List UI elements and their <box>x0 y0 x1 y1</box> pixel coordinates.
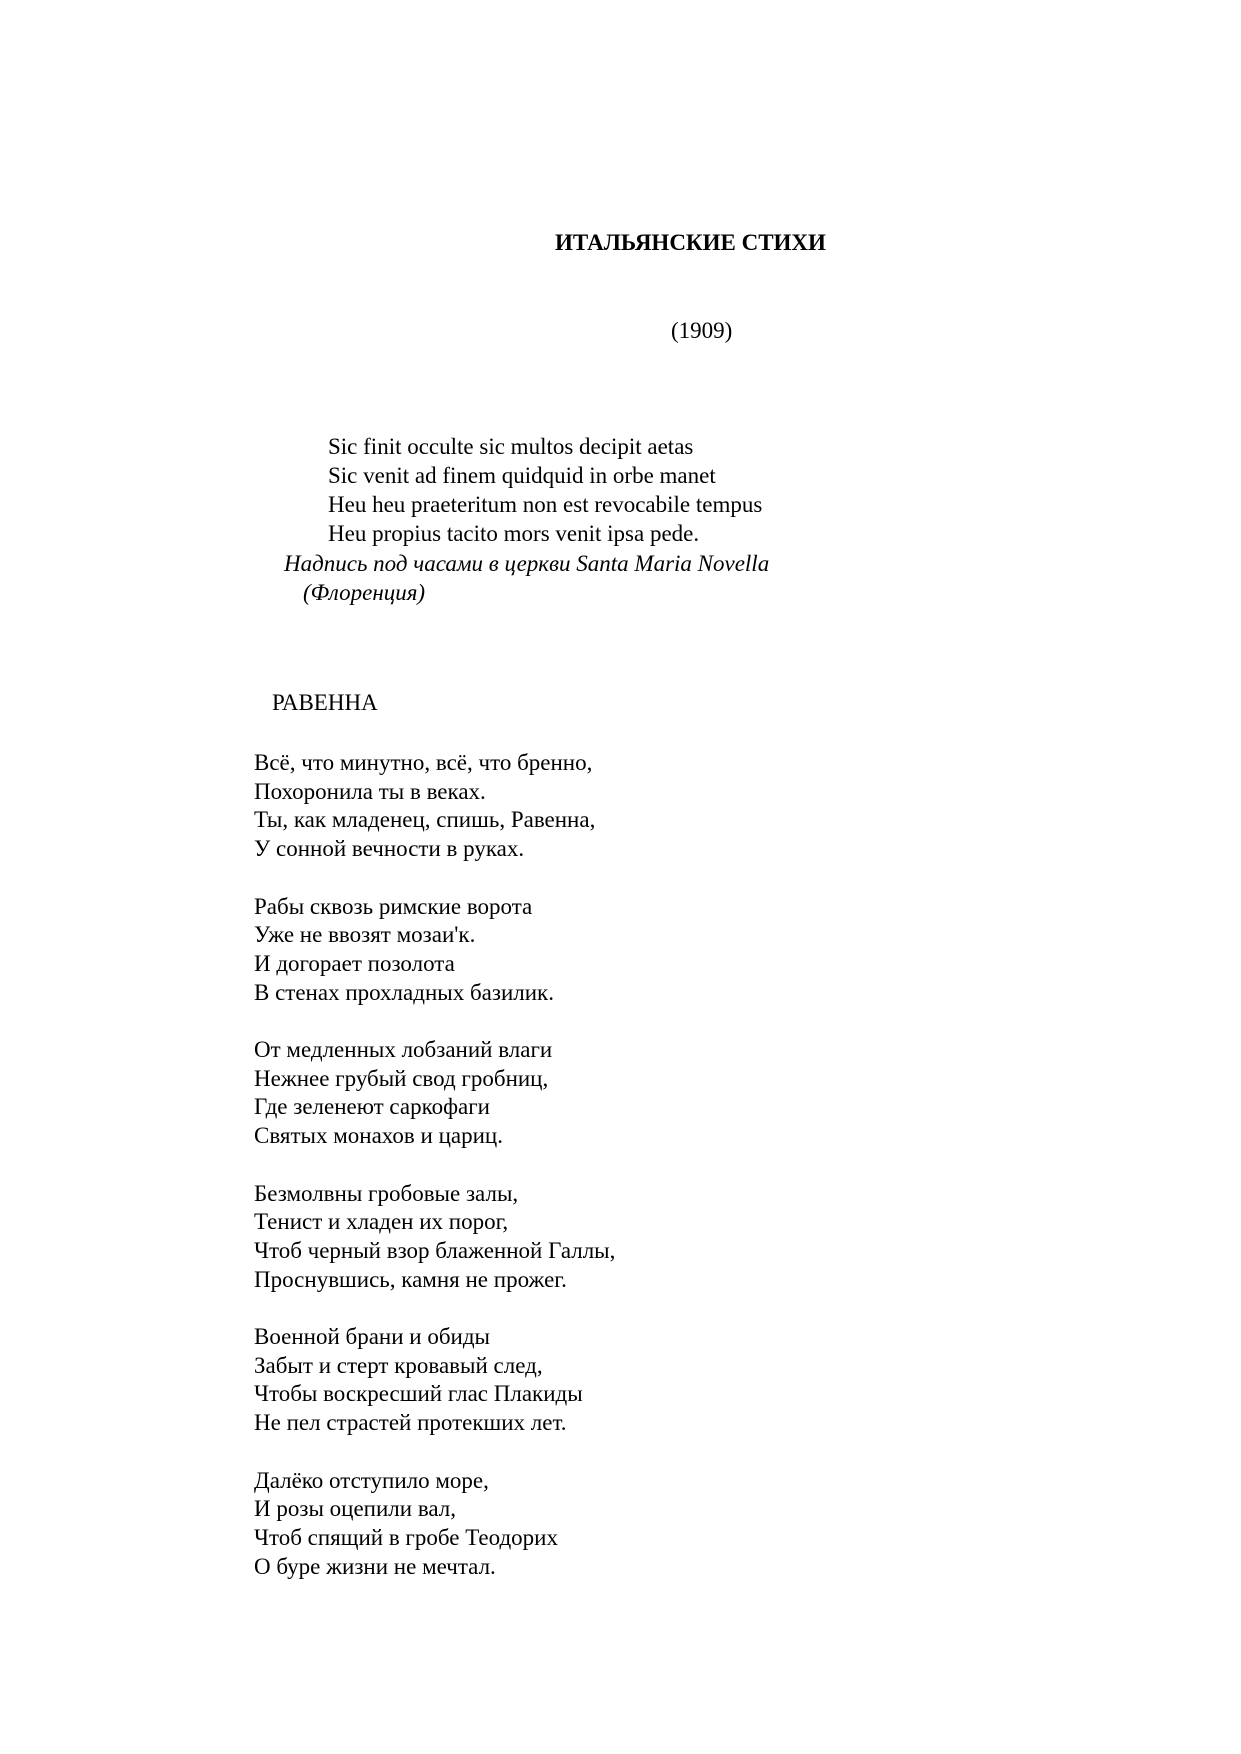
attribution-line: (Флоренция) <box>303 580 426 605</box>
verse-line: И догорает позолота <box>254 950 455 976</box>
document-title: ИТАЛЬЯНСКИЕ СТИХИ <box>555 230 826 255</box>
verse-line: Чтоб черный взор блаженной Галлы, <box>254 1237 616 1263</box>
verse-line: Всё, что минутно, всё, что бренно, <box>254 750 593 775</box>
verse-line: Тенист и хладен их порог, <box>254 1209 509 1235</box>
verse-line: И розы оцепили вал, <box>254 1496 457 1522</box>
verse-line: От медленных лобзаний влаги <box>254 1037 553 1062</box>
document-year: (1909) <box>671 318 733 343</box>
verse-line: Проснувшись, камня не прожег. <box>254 1266 567 1292</box>
stanza <box>254 1467 615 1582</box>
epigraph-attribution <box>284 549 769 607</box>
stanza <box>254 1180 615 1295</box>
stanza <box>254 1036 615 1151</box>
verse-line: Где зеленеют саркофаги <box>254 1094 490 1120</box>
stanza <box>254 1323 615 1438</box>
verse-line: Забыт и стерт кровавый след, <box>254 1352 543 1378</box>
verse-line: Чтобы воскресший глас Плакиды <box>254 1381 583 1407</box>
attribution-line: Надпись под часами в церкви Santa Maria Novella <box>284 551 770 576</box>
epigraph-line: Sic finit occulte sic multos decipit aetas <box>328 434 694 459</box>
verse-line: Далёко отступило море, <box>254 1467 489 1493</box>
verse-line: Не пел страстей протекших лет. <box>254 1410 567 1436</box>
verse-line: О буре жизни не мечтал. <box>254 1553 496 1579</box>
stanza <box>254 893 615 1008</box>
verse-line: Уже не ввозят мозаи'к. <box>254 922 476 948</box>
verse-line: Рабы сквозь римские ворота <box>254 893 533 919</box>
epigraph-line: Sic venit ad finem quidquid in orbe manet <box>328 463 716 488</box>
epigraph <box>328 432 762 548</box>
epigraph-line: Heu propius tacito mors venit ipsa pede. <box>328 521 700 546</box>
verse-line: Похоронила ты в веках. <box>254 778 486 804</box>
verse-line: Нежнее грубый свод гробниц, <box>254 1065 549 1091</box>
verse-line: У сонной вечности в руках. <box>254 836 525 862</box>
verse-line: Святых монахов и цариц. <box>254 1123 503 1149</box>
epigraph-line: Heu heu praeteritum non est revocabile tempus <box>328 492 763 517</box>
verse-line: В стенах прохладных базилик. <box>254 979 554 1005</box>
stanza <box>254 749 615 864</box>
verse-line: Военной брани и обиды <box>254 1324 491 1349</box>
poem-body <box>254 749 615 1581</box>
verse-line: Чтоб спящий в гробе Теодорих <box>254 1524 558 1550</box>
poem-title: РАВЕННА <box>272 690 378 715</box>
verse-line: Безмолвны гробовые залы, <box>254 1180 519 1206</box>
verse-line: Ты, как младенец, спишь, Равенна, <box>254 807 596 833</box>
